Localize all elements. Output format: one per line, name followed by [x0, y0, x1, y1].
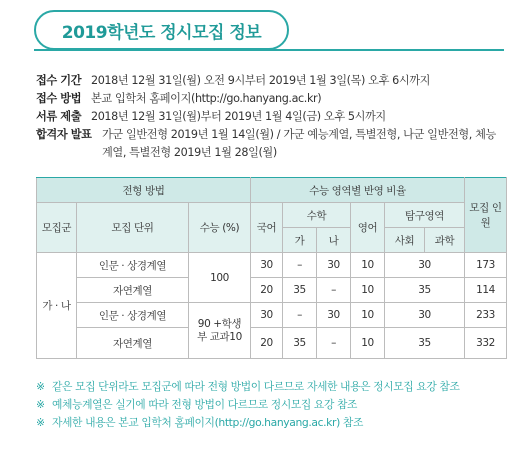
unit-cell: 자연계열: [77, 278, 189, 303]
suneung-cell: 100: [189, 253, 251, 303]
unit-cell: 자연계열: [77, 328, 189, 359]
header-unit: 모집 단위: [77, 203, 189, 253]
header-math-ga: 가: [283, 228, 317, 253]
info-label: 서류 제출: [36, 110, 82, 123]
note-mark: ※: [36, 380, 45, 393]
note-text: 같은 모집 단위라도 모집군에 따라 전형 방법이 다르므로 자세한 내용은 정시모집 요강 참조: [52, 380, 460, 393]
notes-section: [36, 378, 506, 432]
table-row: [37, 303, 507, 328]
math-ga-cell: –: [283, 303, 317, 328]
info-label: 접수 방법: [36, 92, 82, 105]
korean-cell: 20: [251, 278, 283, 303]
math-na-cell: –: [317, 328, 351, 359]
suneung-cell: 90 +학생부 교과10: [189, 303, 251, 359]
quota-cell: 114: [465, 278, 507, 303]
inquiry-cell: 35: [385, 328, 465, 359]
english-cell: 10: [351, 253, 385, 278]
info-label: 합격자 발표: [36, 128, 92, 141]
group-cell: 가 · 나: [37, 253, 77, 359]
note-mark: ※: [36, 398, 45, 411]
info-row-application-period: [36, 72, 497, 90]
unit-cell: 인문 · 상경계열: [77, 303, 189, 328]
note-mark: ※: [36, 416, 45, 429]
header-inquiry: 탐구영역: [385, 203, 465, 228]
header-math-na: 나: [317, 228, 351, 253]
info-row-document-submission: [36, 108, 497, 126]
note-text: 자세한 내용은 본교 입학처 홈페이지(http://go.hanyang.ac.kr) 참조: [52, 416, 363, 429]
note-item: [36, 396, 506, 414]
info-value: 2018년 12월 31일(월)부터 2019년 1월 4일(금) 오후 5시까지: [91, 110, 386, 123]
unit-cell: 인문 · 상경계열: [77, 253, 189, 278]
inquiry-cell: 30: [385, 253, 465, 278]
note-text: 예체능계열은 실기에 따라 전형 방법이 다르므로 정시모집 요강 참조: [52, 398, 358, 411]
info-section: [36, 72, 497, 162]
english-cell: 10: [351, 303, 385, 328]
table-row: [37, 253, 507, 278]
korean-cell: 30: [251, 303, 283, 328]
inquiry-cell: 35: [385, 278, 465, 303]
english-cell: 10: [351, 278, 385, 303]
header-science: 과학: [425, 228, 465, 253]
table-row: [37, 278, 507, 303]
info-value: 가군 일반전형 2019년 1월 14일(월) / 가군 예능계열, 특별전형, 나군 일반전형, 체능계열, 특별전형 2019년 1월 28일(월): [102, 128, 496, 159]
quota-cell: 332: [465, 328, 507, 359]
info-value: 본교 입학처 홈페이지(http://go.hanyang.ac.kr): [91, 92, 322, 105]
math-na-cell: –: [317, 278, 351, 303]
header-method: 전형 방법: [37, 178, 251, 203]
header-ratio: 수능 영역별 반영 비율: [251, 178, 465, 203]
math-na-cell: 30: [317, 303, 351, 328]
admission-table: [36, 177, 507, 359]
header-korean: 국어: [251, 203, 283, 253]
korean-cell: 30: [251, 253, 283, 278]
english-cell: 10: [351, 328, 385, 359]
inquiry-cell: 30: [385, 303, 465, 328]
header-group: 모집군: [37, 203, 77, 253]
math-na-cell: 30: [317, 253, 351, 278]
info-value: 2018년 12월 31일(월) 오전 9시부터 2019년 1월 3일(목) 오후 6시까지: [91, 74, 431, 87]
header-social: 사회: [385, 228, 425, 253]
note-item: [36, 414, 506, 432]
math-ga-cell: –: [283, 253, 317, 278]
quota-cell: 233: [465, 303, 507, 328]
info-label: 접수 기간: [36, 74, 82, 87]
math-ga-cell: 35: [283, 328, 317, 359]
header-english: 영어: [351, 203, 385, 253]
header-suneung: 수능 (%): [189, 203, 251, 253]
header-quota: 모집 인원: [465, 178, 507, 253]
note-item: [36, 378, 506, 396]
info-row-result-announcement: [36, 126, 497, 162]
korean-cell: 20: [251, 328, 283, 359]
table-row: [37, 328, 507, 359]
info-row-application-method: [36, 90, 497, 108]
math-ga-cell: 35: [283, 278, 317, 303]
header-math: 수학: [283, 203, 351, 228]
page-title: 2019학년도 정시모집 정보: [34, 10, 289, 50]
quota-cell: 173: [465, 253, 507, 278]
